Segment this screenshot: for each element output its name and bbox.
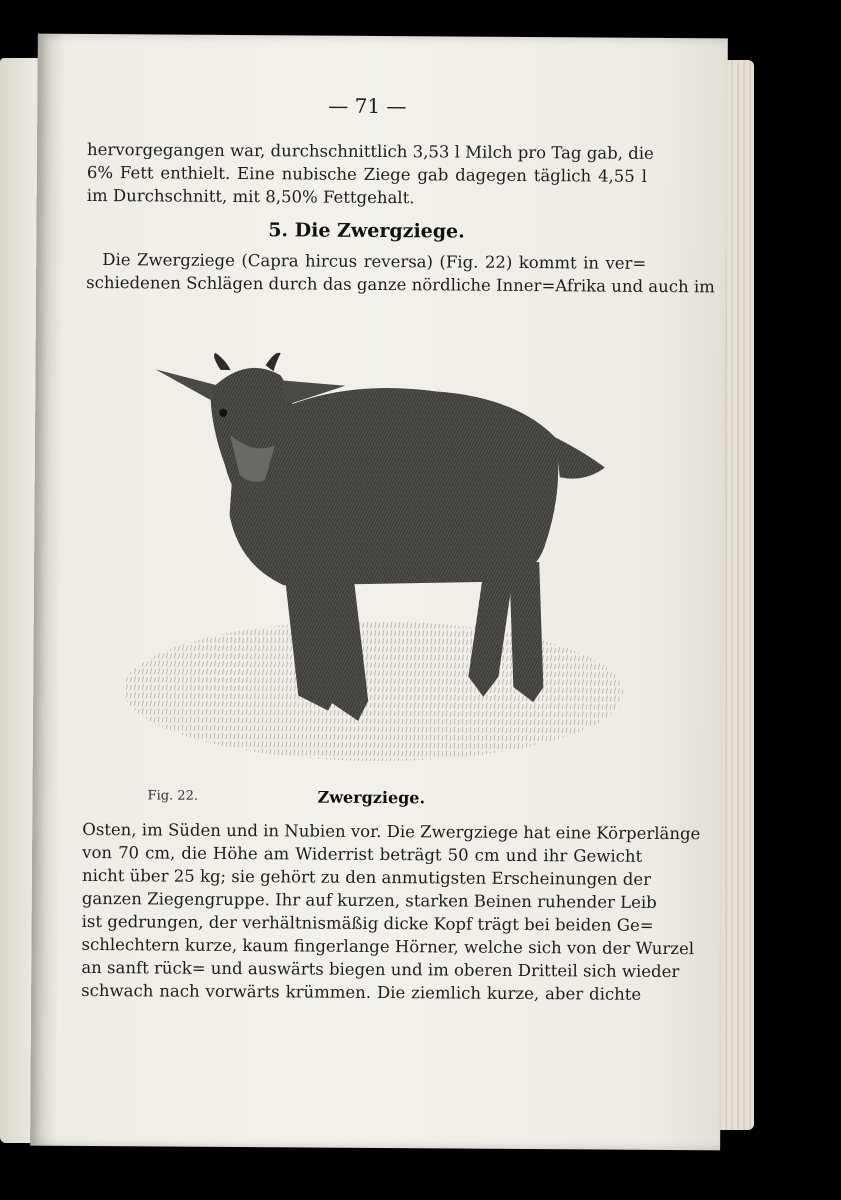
paragraph-dwarf-goat-description: [81, 818, 701, 1006]
figure-label: Fig. 22.: [147, 788, 199, 804]
goat-illustration: [113, 314, 636, 778]
intro-paragraph: [86, 138, 654, 211]
text-line: Die Zwergziege (Capra hircus reversa) (Fig. 22) kommt in ver=: [102, 250, 647, 273]
text-line: 6% Fett enthielt. Eine nubische Ziege gab dagegen täglich 4,55 l: [86, 162, 647, 186]
page-number: — 71 —: [328, 93, 407, 119]
text-line: an sanft rück= und auswärts biegen und im oberen Dritteil sich wieder: [81, 957, 680, 982]
text-line: von 70 cm, die Höhe am Widerrist beträgt 50 cm und ihr Gewicht: [82, 842, 643, 866]
figure-caption: Zwergziege.: [317, 787, 426, 808]
text-line: im Durchschnitt, mit 8,50% Fettgehalt.: [86, 185, 415, 208]
book-page: [30, 34, 728, 1151]
goat-engraving-figure: [113, 314, 636, 778]
text-line: schiedenen Schlägen durch das ganze nördliche Inner=Afrika und auch im: [86, 272, 715, 297]
text-line: schlechtern kurze, kaum fingerlange Hörner, welche sich von der Wurzel: [81, 934, 695, 959]
text-line: hervorgegangen war, durchschnittlich 3,53 l Milch pro Tag gab, die: [87, 139, 654, 163]
text-line: ist gedrungen, der verhältnismäßig dicke Kopf trägt bei beiden Ge=: [81, 911, 654, 935]
text-line: ganzen Ziegengruppe. Ihr auf kurzen, starken Beinen ruhender Leib: [81, 888, 657, 912]
paragraph-intro-dwarf-goat: [86, 248, 715, 298]
text-line: schwach nach vorwärts krümmen. Die ziemlich kurze, aber dichte: [81, 980, 642, 1004]
section-heading: 5. Die Zwergziege.: [268, 219, 465, 243]
text-line: Osten, im Süden und in Nubien vor. Die Zwergziege hat eine Körperlänge: [82, 819, 701, 844]
text-line: nicht über 25 kg; sie gehört zu den anmutigsten Erscheinungen der: [81, 865, 652, 889]
